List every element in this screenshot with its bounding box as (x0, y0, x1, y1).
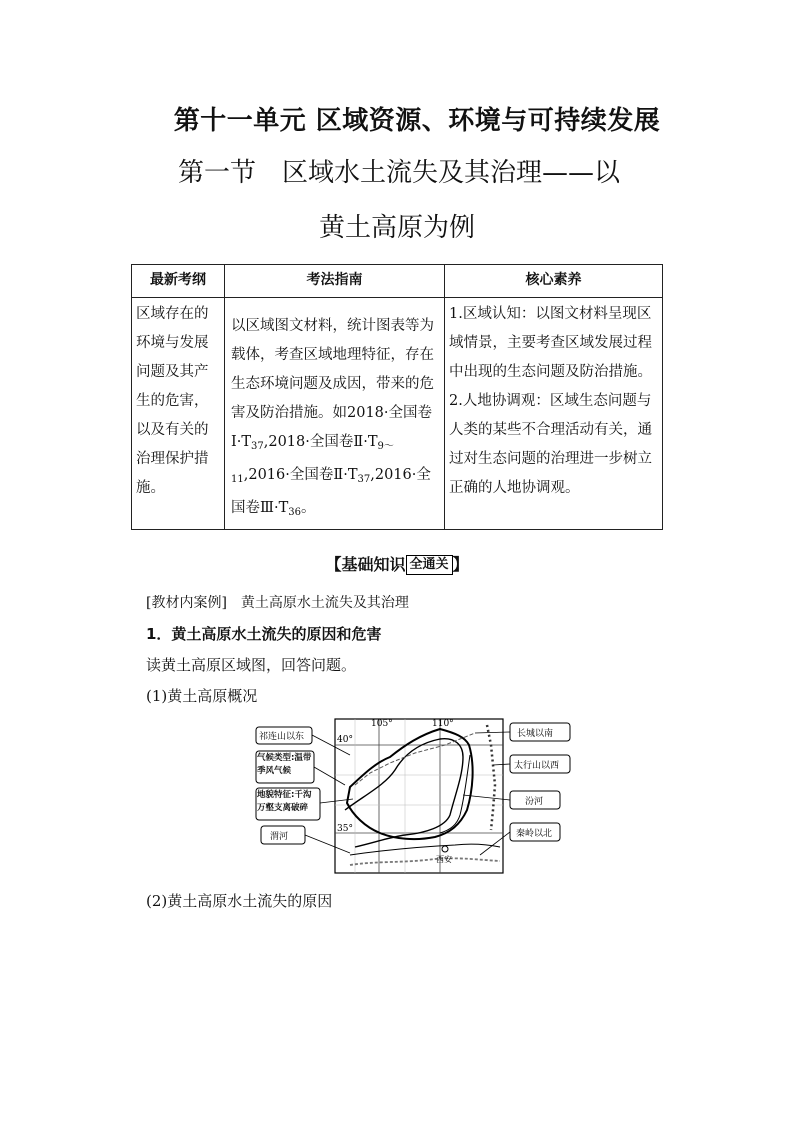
callout-label: 祁连山以东 (259, 732, 305, 742)
method-guide-cell (225, 298, 445, 530)
lon-label-110: 110° (432, 719, 454, 729)
callout-label: 气候类型:温带季风气候 (257, 753, 312, 776)
instruction-text: 读黄土高原区域图，回答问题。 (146, 656, 357, 674)
table-header-row (132, 265, 663, 298)
callout-label: 汾河 (525, 797, 544, 807)
callout-foreign (257, 789, 319, 819)
core-literacy-point: 2.人地协调观：区域生态问题与人类的某些不合理活动有关，通过对生态问题的治理进一步树立正确的人地协调观。 (449, 393, 653, 496)
lat-label-35: 35° (337, 824, 353, 834)
loess-plateau-map (255, 715, 585, 877)
section-title-line2: 黄土高原为例 (318, 213, 475, 243)
banner-box-text: 全通关 (406, 555, 453, 575)
section-title-line1: 第一节 区域水土流失及其治理——以 (178, 158, 621, 188)
core-literacy-cell (445, 298, 663, 530)
table-header-cell: 最新考纲 (132, 265, 225, 298)
lon-label-105: 105° (371, 719, 393, 729)
subscript: 36 (288, 507, 301, 518)
callout-label: 长城以南 (517, 729, 554, 739)
banner-text: 基础知识 (341, 555, 406, 574)
case-label: [教材内案例] 黄土高原水土流失及其治理 (146, 595, 409, 611)
unit-title: 第十一单元 区域资源、环境与可持续发展 (173, 106, 661, 136)
map-frame (335, 719, 503, 873)
subheading-1: (1)黄土高原概况 (146, 687, 258, 705)
method-guide-text: 以区域图文材料，统计图表等为载体，考查区域地理特征，存在生态环境问题及成因，带来的危害及防治措施。如2018·全国卷Ⅰ·T (231, 318, 434, 450)
bracket: 【 (325, 555, 342, 574)
subscript: 37 (357, 474, 371, 485)
subscript: 9～11 (231, 441, 394, 485)
bracket: 】 (452, 555, 469, 574)
exam-overview-table (131, 264, 663, 530)
method-guide-text: ,2018·全国卷Ⅱ·T (263, 434, 378, 450)
table-header-cell: 考法指南 (225, 265, 445, 298)
method-guide-text: ,2016·全国卷Ⅱ·T (243, 467, 358, 483)
city-label: 西安 (436, 855, 452, 864)
lat-label-40: 40° (337, 735, 353, 745)
method-guide-text: 。 (301, 500, 316, 516)
method-guide-text: ,2016·全国卷Ⅲ·T (231, 467, 431, 516)
section-banner (0, 552, 794, 577)
subscript: 37 (251, 441, 264, 452)
subheading-2: (2)黄土高原水土流失的原因 (146, 892, 333, 910)
table-row (132, 298, 663, 530)
callout-label: 太行山以西 (514, 761, 560, 771)
syllabus-cell: 区域存在的环境与发展问题及其产生的危害，以及有关的治理保护措施。 (132, 298, 225, 530)
core-literacy-point: 1.区域认知：以图文材料呈现区域情景，主要考查区域发展过程中出现的生态问题及防治措施。 (449, 306, 653, 380)
callout-label: 地貌特征:千沟万壑支离破碎 (257, 790, 312, 813)
callout-foreign (257, 752, 313, 782)
table-header-cell: 核心素养 (445, 265, 663, 298)
callout-label: 渭河 (270, 832, 289, 842)
callout-label: 秦岭以北 (516, 829, 553, 839)
heading-1: 1．黄土高原水土流失的原因和危害 (146, 625, 382, 643)
